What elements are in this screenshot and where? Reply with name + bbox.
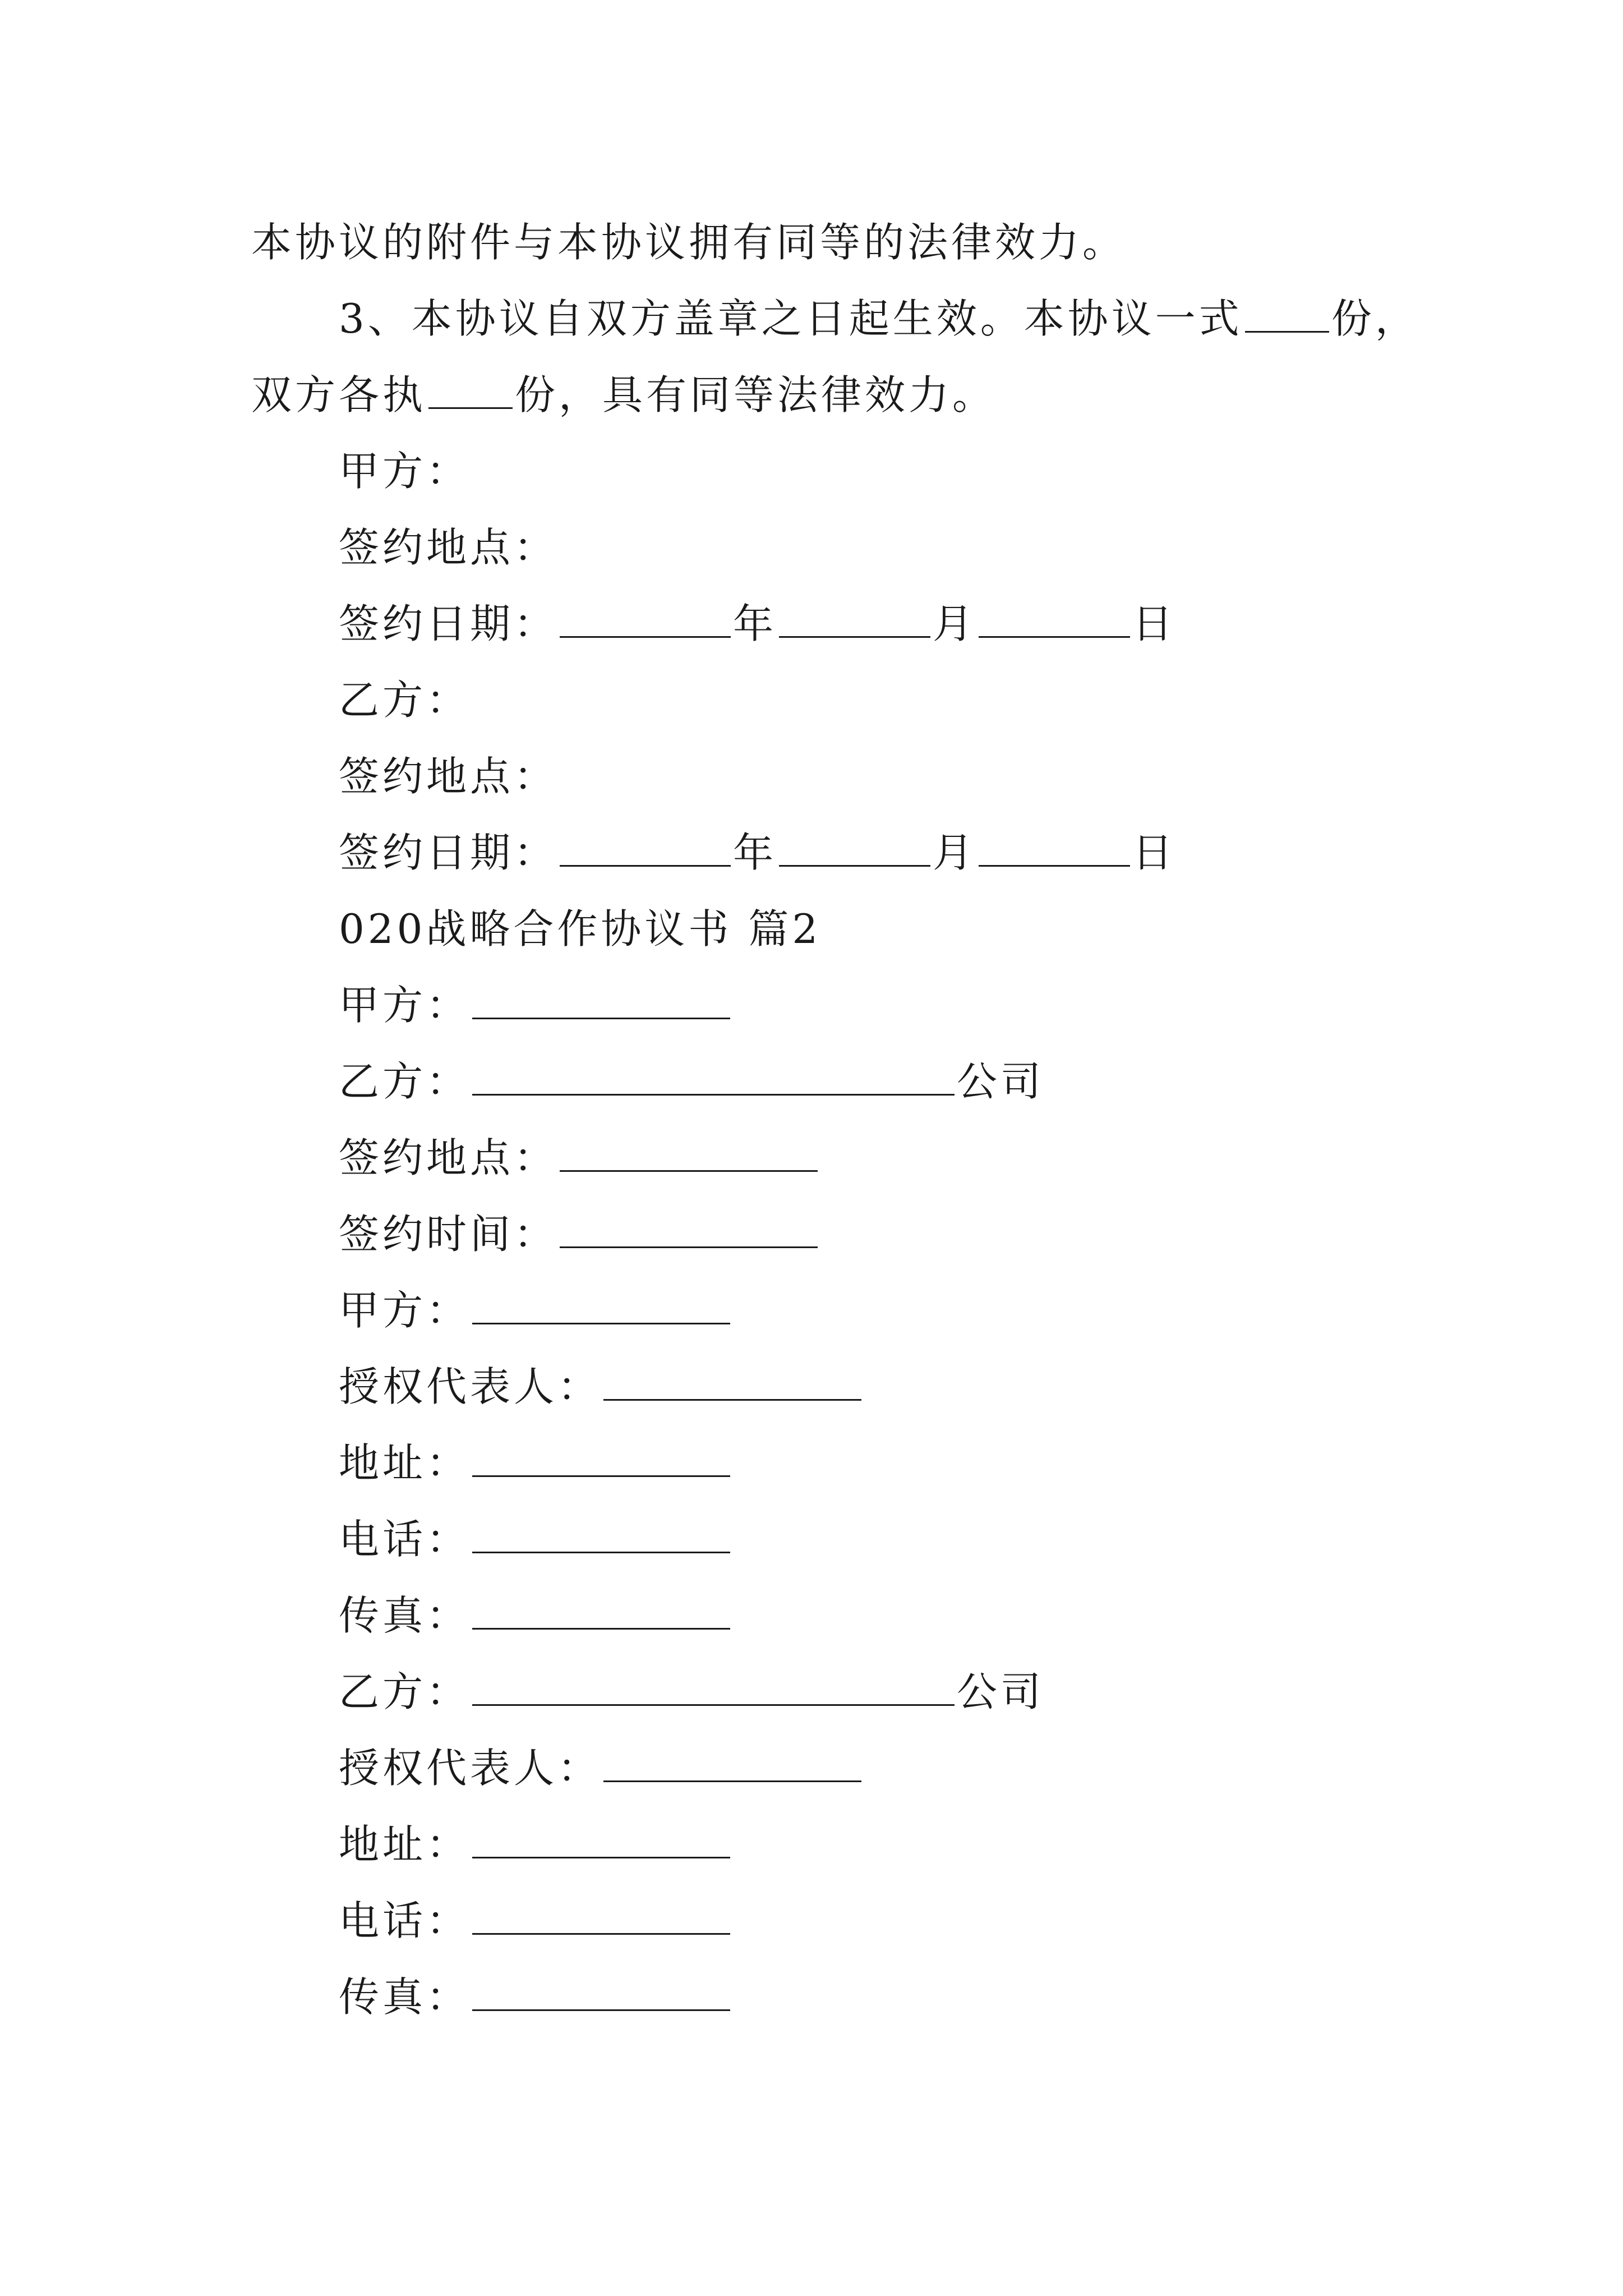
fax-blank[interactable] — [472, 1970, 730, 2011]
heading-text: 020战略合作协议书 篇2 — [339, 905, 822, 953]
label: 乙方： — [339, 677, 471, 724]
label: 甲方： — [339, 448, 471, 495]
copies-each-blank[interactable] — [428, 368, 513, 409]
phone-blank[interactable] — [472, 1894, 730, 1935]
label: 地址： — [339, 1821, 471, 1868]
year-label: 年 — [733, 829, 777, 876]
party-a-label — [0, 438, 470, 505]
day-label: 日 — [1132, 600, 1177, 647]
paragraph-effective-clause — [0, 285, 1419, 352]
text: 3、本协议自双方盖章之日起生效。本协议一式 — [339, 295, 1243, 342]
party-b-label — [0, 666, 470, 734]
day-label: 日 — [1132, 829, 1177, 876]
label: 授权代表人： — [339, 1363, 602, 1410]
party-a-sign-place — [0, 514, 557, 581]
party-a-fax-field — [0, 1582, 732, 1649]
party-b-sign-date — [0, 819, 1176, 886]
label: 签约地点： — [339, 753, 558, 800]
address-blank[interactable] — [472, 1436, 730, 1477]
text: 份， — [1331, 295, 1419, 342]
month-label: 月 — [933, 600, 977, 647]
party-a-blank[interactable] — [472, 1283, 730, 1324]
party-b-company-blank[interactable] — [472, 1665, 955, 1706]
company-label: 公司 — [957, 1058, 1045, 1105]
year-blank[interactable] — [560, 826, 731, 867]
paragraph-copies-each — [0, 361, 996, 429]
month-blank[interactable] — [779, 826, 930, 867]
party-a-phone-field — [0, 1506, 732, 1573]
sign-time-blank[interactable] — [560, 1207, 818, 1248]
label: 授权代表人： — [339, 1745, 602, 1792]
party-b-sign-place — [0, 743, 557, 810]
phone-blank[interactable] — [472, 1512, 730, 1553]
party-a-address-field — [0, 1429, 732, 1497]
party-a-sign-date — [0, 590, 1176, 657]
label: 签约日期： — [339, 829, 558, 876]
label: 甲方： — [339, 1287, 471, 1334]
party-b-field — [0, 1048, 1044, 1115]
party-a-field-2 — [0, 1277, 732, 1344]
sign-time-field — [0, 1200, 820, 1268]
party-a-blank[interactable] — [472, 978, 730, 1019]
year-label: 年 — [733, 600, 777, 647]
month-label: 月 — [933, 829, 977, 876]
label: 签约地点： — [339, 1134, 558, 1181]
label: 乙方： — [339, 1058, 471, 1105]
text: 本协议的附件与本协议拥有同等的法律效力。 — [251, 219, 1127, 266]
label: 传真： — [339, 1973, 471, 2021]
text: 份，具有同等法律效力。 — [515, 371, 997, 418]
party-b-company-blank[interactable] — [472, 1055, 955, 1096]
fax-blank[interactable] — [472, 1589, 730, 1630]
label: 签约日期： — [339, 600, 558, 647]
party-b-rep-field — [0, 1734, 864, 1802]
month-blank[interactable] — [779, 597, 930, 638]
day-blank[interactable] — [979, 597, 1130, 638]
label: 签约时间： — [339, 1211, 558, 1258]
sign-place-field — [0, 1124, 820, 1191]
address-blank[interactable] — [472, 1818, 730, 1858]
year-blank[interactable] — [560, 597, 731, 638]
rep-blank[interactable] — [603, 1741, 861, 1782]
rep-blank[interactable] — [603, 1360, 861, 1401]
label: 甲方： — [339, 982, 471, 1029]
section-heading — [0, 895, 821, 963]
party-a-rep-field — [0, 1353, 864, 1420]
label: 电话： — [339, 1897, 471, 1944]
label: 签约地点： — [339, 524, 558, 571]
party-b-field-2 — [0, 1658, 1044, 1726]
party-b-address-field — [0, 1811, 732, 1878]
party-a-field — [0, 972, 732, 1039]
label: 传真： — [339, 1592, 471, 1639]
company-label: 公司 — [957, 1668, 1045, 1715]
label: 乙方： — [339, 1668, 471, 1715]
label: 地址： — [339, 1439, 471, 1487]
party-b-fax-field — [0, 1963, 732, 2031]
sign-place-blank[interactable] — [560, 1131, 818, 1172]
party-b-phone-field — [0, 1887, 732, 1954]
day-blank[interactable] — [979, 826, 1130, 867]
copies-blank[interactable] — [1245, 292, 1329, 333]
paragraph-attachment-validity — [0, 209, 1126, 276]
label: 电话： — [339, 1516, 471, 1563]
text: 双方各执 — [251, 371, 427, 418]
